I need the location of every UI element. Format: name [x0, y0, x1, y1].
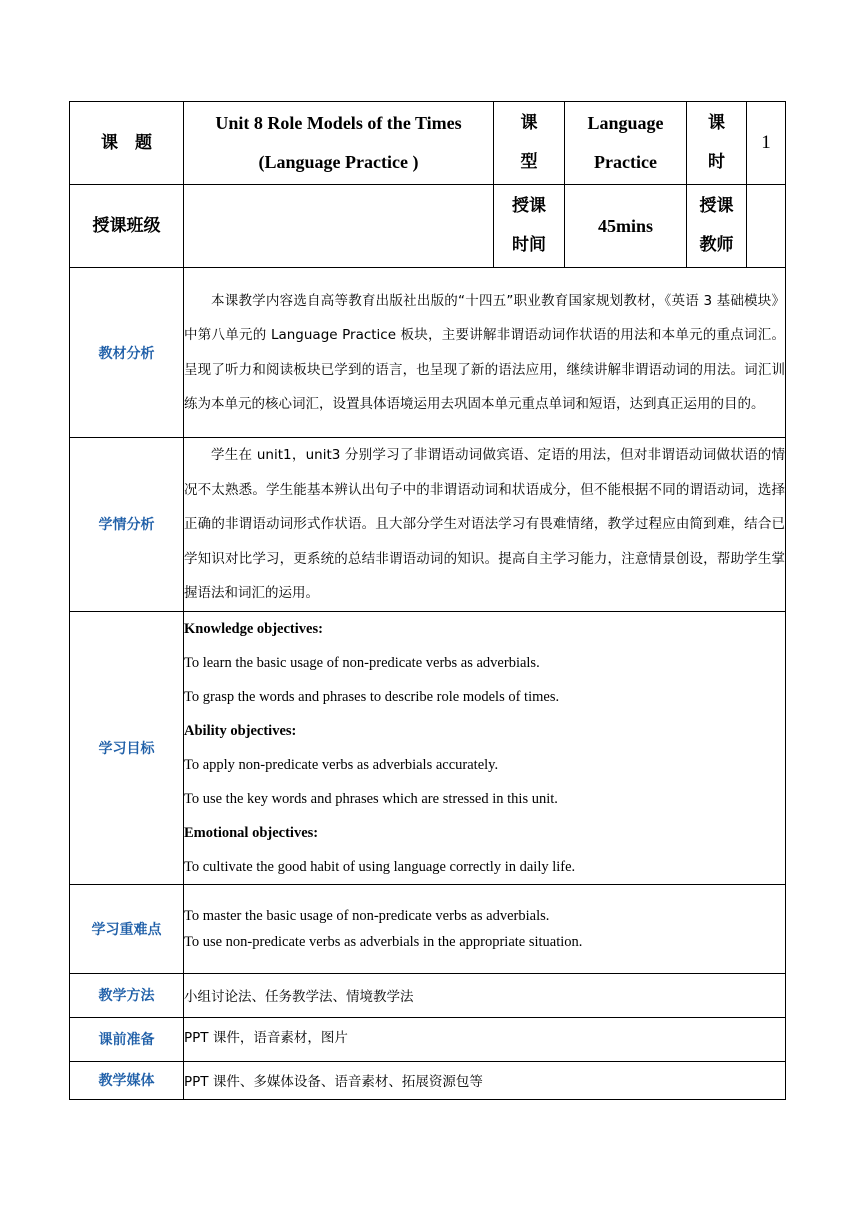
student-analysis-text: 学生在 unit1，unit3 分别学习了非谓语动词做宾语、定语的用法，但对非谓语动词做状语的情况不太熟悉。学生能基本辨认出句子中的非谓语动词和状语成分，但不能根据不同的谓语动词，选择正确的非谓语动词形式作状语。且大部分学生对语法学习有畏难情绪，教学过程应由简到难，结合已学知识对比学习，更系统的总结非谓语动词的知识。提高自主学习能力，注意情景创设，帮助学生掌握语法和词汇的运用。	[184, 447, 785, 601]
emotional-item-1: To cultivate the good habit of using language correctly in daily life.	[184, 858, 576, 875]
emotional-heading: Emotional objectives:	[184, 824, 319, 841]
textbook-analysis-label: 教材分析	[70, 268, 184, 438]
title-line-1: Unit 8 Role Models of the Times	[215, 113, 462, 133]
media-label: 教学媒体	[70, 1061, 184, 1099]
student-analysis-label: 学情分析	[70, 438, 184, 612]
key-point-1: To master the basic usage of non-predicate verbs as adverbials.	[184, 907, 550, 924]
time-value-cell	[565, 185, 687, 268]
objectives-content	[184, 611, 786, 884]
time-label-cell	[494, 185, 565, 268]
period-label-cell	[687, 102, 747, 185]
preparation-label: 课前准备	[70, 1017, 184, 1061]
knowledge-item-1: To learn the basic usage of non-predicate verbs as adverbials.	[184, 654, 540, 671]
preparation-row	[70, 1017, 786, 1061]
header-row	[70, 102, 786, 185]
type-label-1: 课	[520, 113, 538, 133]
topic-label: 课 题	[101, 132, 152, 153]
student-analysis-content	[184, 438, 786, 612]
textbook-analysis-content	[184, 268, 786, 438]
type-value-1: Language	[587, 113, 664, 133]
objectives-label: 学习目标	[70, 611, 184, 884]
methods-row	[70, 973, 786, 1017]
period-label-2: 时	[708, 152, 725, 172]
knowledge-heading: Knowledge objectives:	[184, 620, 323, 637]
key-point-2: To use non-predicate verbs as adverbials in the appropriate situation.	[184, 933, 583, 950]
type-label-2: 型	[520, 152, 538, 172]
methods-label: 教学方法	[70, 973, 184, 1017]
student-analysis-row	[70, 438, 786, 612]
type-value-2: Practice	[594, 152, 657, 172]
knowledge-item-2: To grasp the words and phrases to describe role models of times.	[184, 688, 560, 705]
key-points-content	[184, 884, 786, 973]
period-value: 1	[761, 132, 771, 153]
teacher-label-1: 授课	[699, 196, 734, 216]
ability-item-1: To apply non-predicate verbs as adverbials accurately.	[184, 756, 499, 773]
teacher-value-cell	[747, 185, 786, 268]
time-value: 45mins	[597, 215, 653, 236]
type-label-cell	[494, 102, 565, 185]
methods-text: 小组讨论法、任务教学法、情境教学法	[184, 973, 786, 1017]
ability-heading: Ability objectives:	[184, 722, 297, 739]
key-points-label: 学习重难点	[70, 884, 184, 973]
key-points-row	[70, 884, 786, 973]
teacher-label-2: 教师	[699, 235, 734, 255]
teacher-label-cell	[687, 185, 747, 268]
preparation-text: PPT 课件，语音素材，图片	[184, 1017, 786, 1061]
title-line-2: (Language Practice )	[258, 152, 419, 172]
class-label: 授课班级	[92, 215, 161, 236]
period-label-1: 课	[708, 113, 725, 133]
class-label-cell	[70, 185, 184, 268]
time-label-1: 授课	[512, 196, 546, 216]
lesson-plan-table	[69, 101, 786, 1100]
time-label-2: 时间	[512, 235, 546, 255]
period-value-cell	[747, 102, 786, 185]
ability-item-2: To use the key words and phrases which are stressed in this unit.	[184, 790, 558, 807]
topic-label-cell	[70, 102, 184, 185]
objectives-row	[70, 611, 786, 884]
media-row	[70, 1061, 786, 1099]
class-value-cell	[184, 185, 494, 268]
media-text: PPT 课件、多媒体设备、语音素材、拓展资源包等	[184, 1061, 786, 1099]
title-cell	[184, 102, 494, 185]
textbook-analysis-text: 本课教学内容选自高等教育出版社出版的“十四五”职业教育国家规划教材，《英语 3 基础模块》中第八单元的 Language Practice 板块，主要讲解非谓语动词作状语的用法和本单元的重点词汇。呈现了听力和阅读板块已学到的语言，也呈现了新的语法应用，继续讲解非谓语动词的用法。词汇训练为本单元的核心词汇，设置具体语境运用去巩固本单元重点单词和短语，达到真正运用的目的。	[184, 292, 785, 412]
textbook-analysis-row	[70, 268, 786, 438]
type-value-cell	[565, 102, 687, 185]
class-row	[70, 185, 786, 268]
